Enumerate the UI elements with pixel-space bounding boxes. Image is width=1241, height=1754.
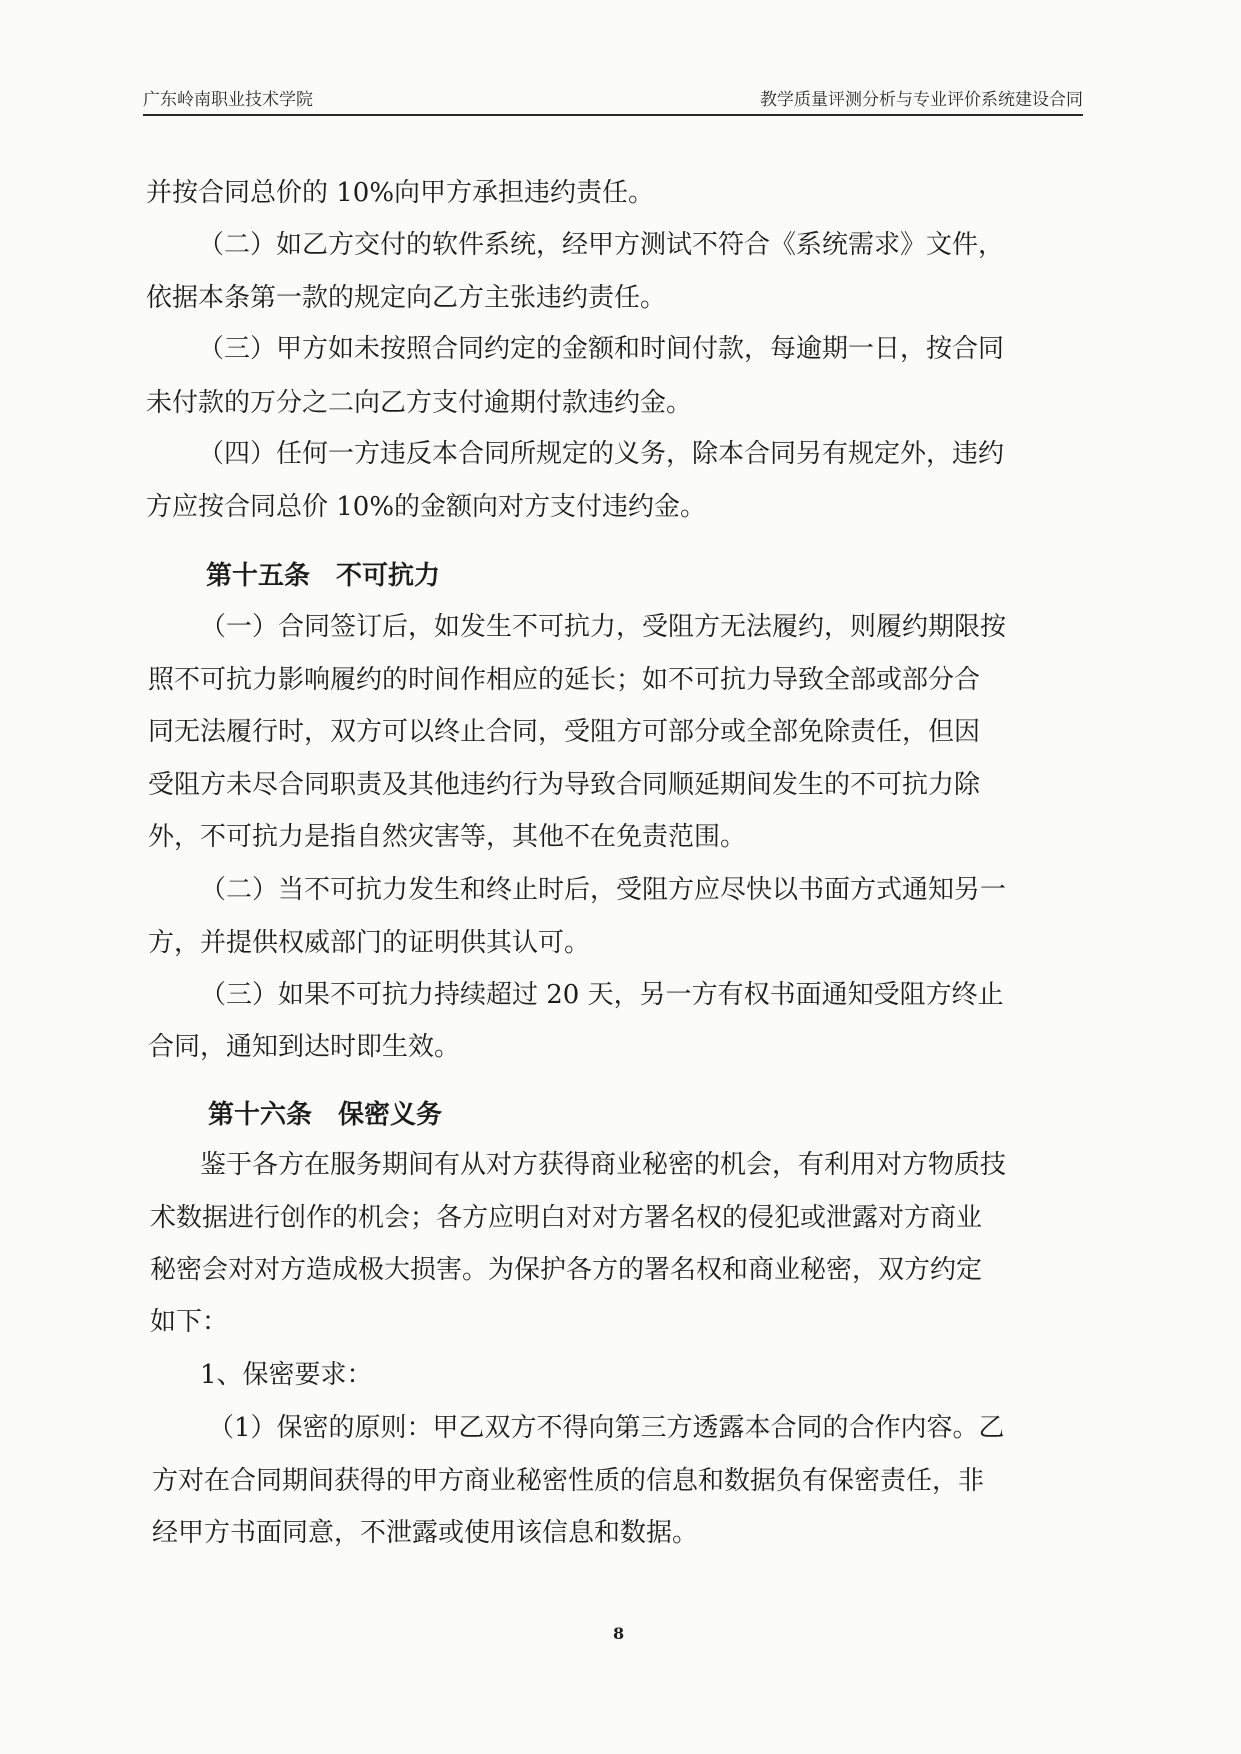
text-line: （四）任何一方违反本合同所规定的义务，除本合同另有规定外，违约	[198, 439, 1005, 469]
header-contract-title: 教学质量评测分析与专业评价系统建设合同	[760, 90, 1083, 110]
text-line: 方应按合同总价 10%的金额向对方支付违约金。	[146, 492, 707, 522]
header-institution: 广东岭南职业技术学院	[143, 90, 313, 110]
section-heading: 第十六条 保密义务	[208, 1100, 443, 1130]
text-line: 如下：	[150, 1307, 229, 1337]
text-line: （二）当不可抗力发生和终止时后，受阻方应尽快以书面方式通知另一	[200, 875, 1007, 905]
page-number: 8	[613, 1624, 625, 1643]
text-line: 1、保密要求：	[200, 1360, 373, 1390]
text-line: 未付款的万分之二向乙方支付逾期付款违约金。	[146, 388, 693, 418]
text-line: （二）如乙方交付的软件系统，经甲方测试不符合《系统需求》文件，	[198, 230, 1005, 260]
text-line: （1）保密的原则：甲乙双方不得向第三方透露本合同的合作内容。乙	[208, 1413, 1005, 1443]
text-line: 并按合同总价的 10%向甲方承担违约责任。	[146, 178, 655, 208]
text-line: 同无法履行时，双方可以终止合同，受阻方可部分或全部免除责任，但因	[148, 717, 981, 747]
text-line: （一）合同签订后，如发生不可抗力，受阻方无法履约，则履约期限按	[200, 612, 1007, 642]
text-line: 方，并提供权威部门的证明供其认可。	[148, 928, 591, 958]
text-line: 秘密会对对方造成极大损害。为保护各方的署名权和商业秘密，双方约定	[150, 1255, 983, 1285]
text-line: 鉴于各方在服务期间有从对方获得商业秘密的机会，有利用对方物质技	[200, 1150, 1007, 1180]
text-line: 依据本条第一款的规定向乙方主张违约责任。	[146, 283, 667, 313]
text-line: 照不可抗力影响履约的时间作相应的延长；如不可抗力导致全部或部分合	[148, 665, 981, 695]
text-line: 外，不可抗力是指自然灾害等，其他不在免责范围。	[148, 822, 747, 852]
text-line: 方对在合同期间获得的甲方商业秘密性质的信息和数据负有保密责任，非	[152, 1466, 985, 1496]
text-line: 合同，通知到达时即生效。	[148, 1032, 461, 1062]
section-heading: 第十五条 不可抗力	[206, 561, 441, 591]
text-line: 术数据进行创作的机会；各方应明白对对方署名权的侵犯或泄露对方商业	[150, 1203, 983, 1233]
text-line: 受阻方未尽合同职责及其他违约行为导致合同顺延期间发生的不可抗力除	[148, 770, 981, 800]
text-line: 经甲方书面同意，不泄露或使用该信息和数据。	[152, 1518, 699, 1548]
page-header	[143, 84, 1083, 116]
text-line: （三）如果不可抗力持续超过 20 天，另一方有权书面通知受阻方终止	[200, 980, 1004, 1010]
text-line: （三）甲方如未按照合同约定的金额和时间付款，每逾期一日，按合同	[198, 334, 1005, 364]
